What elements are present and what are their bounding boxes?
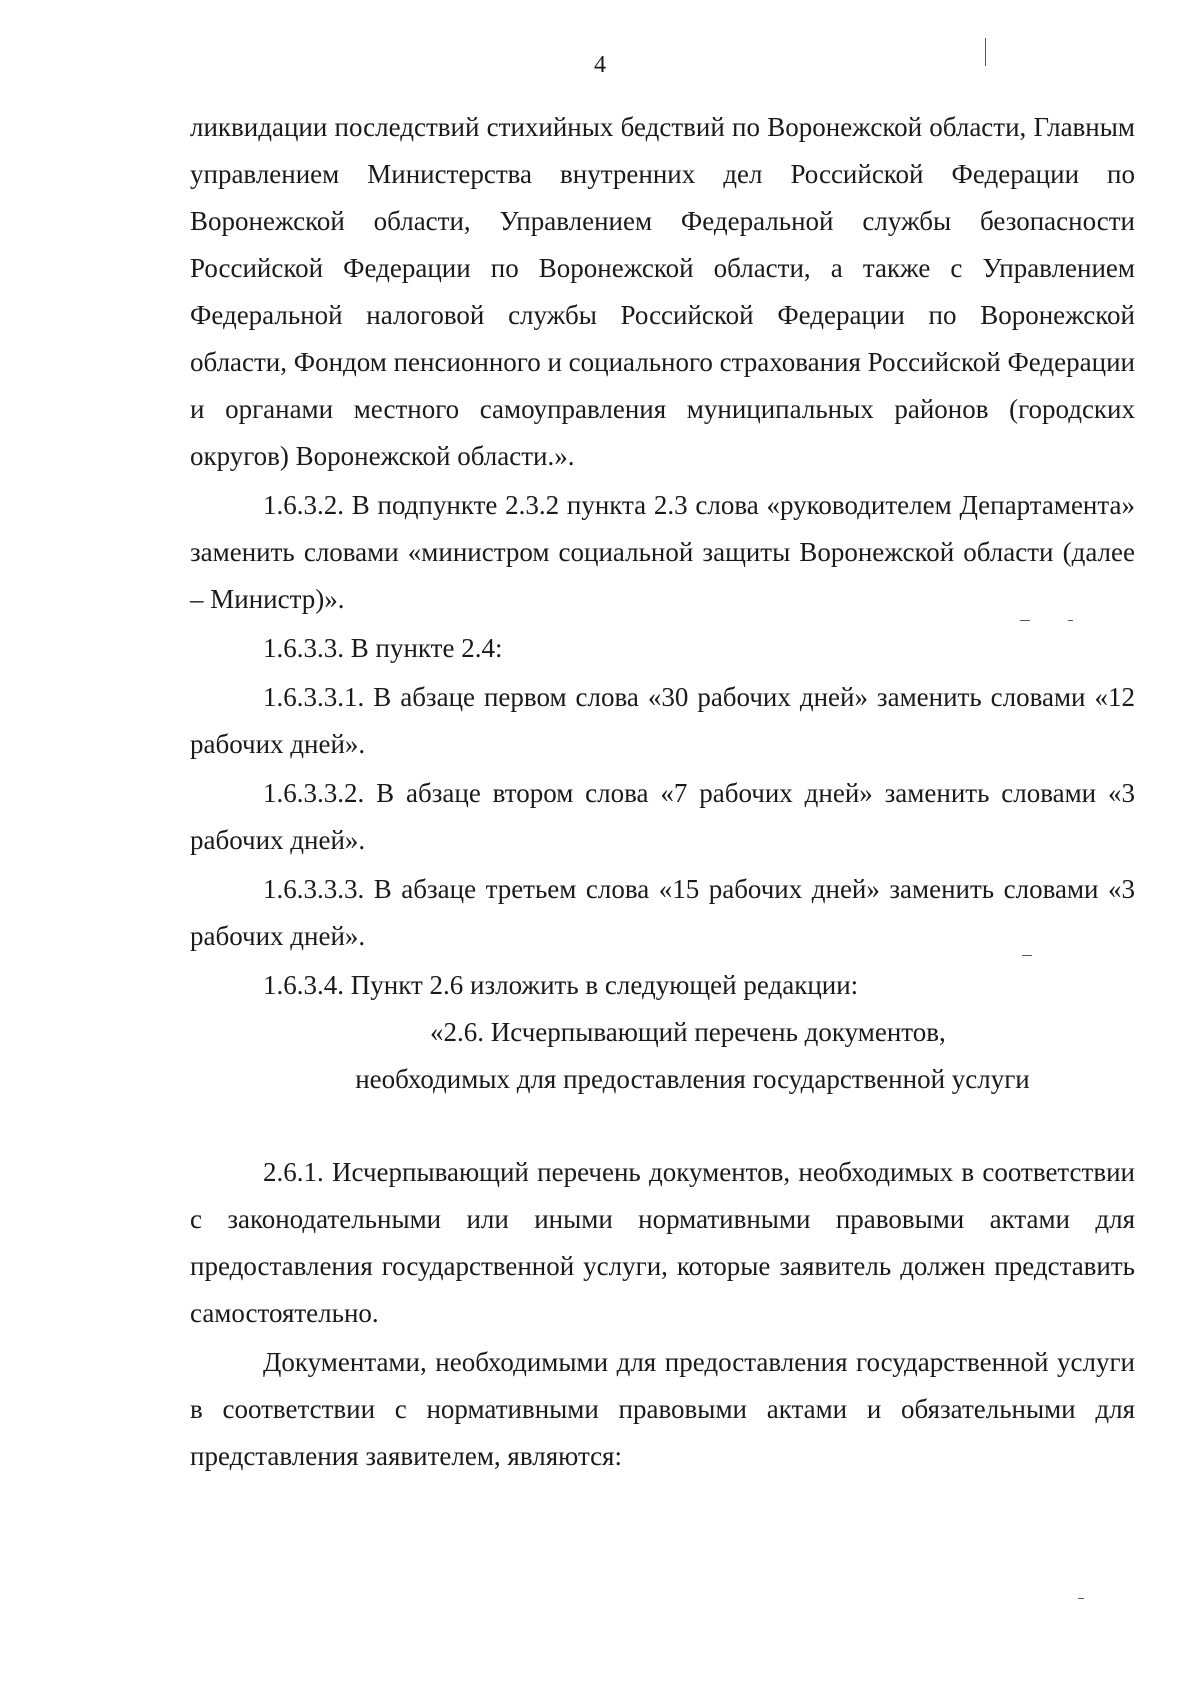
document-body <box>190 104 1135 1480</box>
paragraph-1-6-3-4: 1.6.3.4. Пункт 2.6 изложить в следующей редакции: <box>263 970 859 1000</box>
paragraph-1-6-3-3-3: 1.6.3.3.3. В абзаце третьем слова «15 рабочих дней» заменить словами «3 рабочих дней». <box>190 874 1135 951</box>
scan-mark <box>985 38 986 66</box>
paragraph-continuation: ликвидации последствий стихийных бедствий по Воронежской области, Главным управлением Министерства внутренних дел Российской Федерации по Воронежской области, Управлением Федеральной службы безопасности Российской Федерации по Воронежской области, а также с Управлением Федеральной налоговой службы Российской Федерации по Воронежской области, Фондом пенсионного и социального страхования Российской Федерации и органами местного самоуправления муниципальных районов (городских округов) Воронежской области.». <box>190 112 1135 471</box>
paragraph-2-6-1: 2.6.1. Исчерпывающий перечень документов, необходимых в соответствии с законодательными или иными нормативными правовыми актами для предоставления государственной услуги, которые заявитель должен представить самостоятельно. <box>190 1157 1135 1328</box>
paragraph-documents: Документами, необходимыми для предоставления государственной услуги в соответствии с нормативными правовыми актами и обязательными для представления заявителем, являются: <box>190 1347 1135 1471</box>
section-heading-line-1: «2.6. Исчерпывающий перечень документов, <box>430 1017 946 1047</box>
spacer <box>190 1103 1135 1149</box>
paragraph-1-6-3-3: 1.6.3.3. В пункте 2.4: <box>263 633 503 663</box>
paragraph-1-6-3-3-1: 1.6.3.3.1. В абзаце первом слова «30 рабочих дней» заменить словами «12 рабочих дней». <box>190 682 1135 759</box>
scan-mark <box>1078 1598 1084 1599</box>
paragraph-1-6-3-2: 1.6.3.2. В подпункте 2.3.2 пункта 2.3 слова «руководителем Департамента» заменить словами «министром социальной защиты Воронежской области (далее – Министр)». <box>190 490 1135 614</box>
paragraph-1-6-3-3-2: 1.6.3.3.2. В абзаце втором слова «7 рабочих дней» заменить словами «3 рабочих дней». <box>190 778 1135 855</box>
section-heading-line-2: необходимых для предоставления государственной услуги <box>355 1064 1030 1094</box>
page-number: 4 <box>594 52 606 78</box>
